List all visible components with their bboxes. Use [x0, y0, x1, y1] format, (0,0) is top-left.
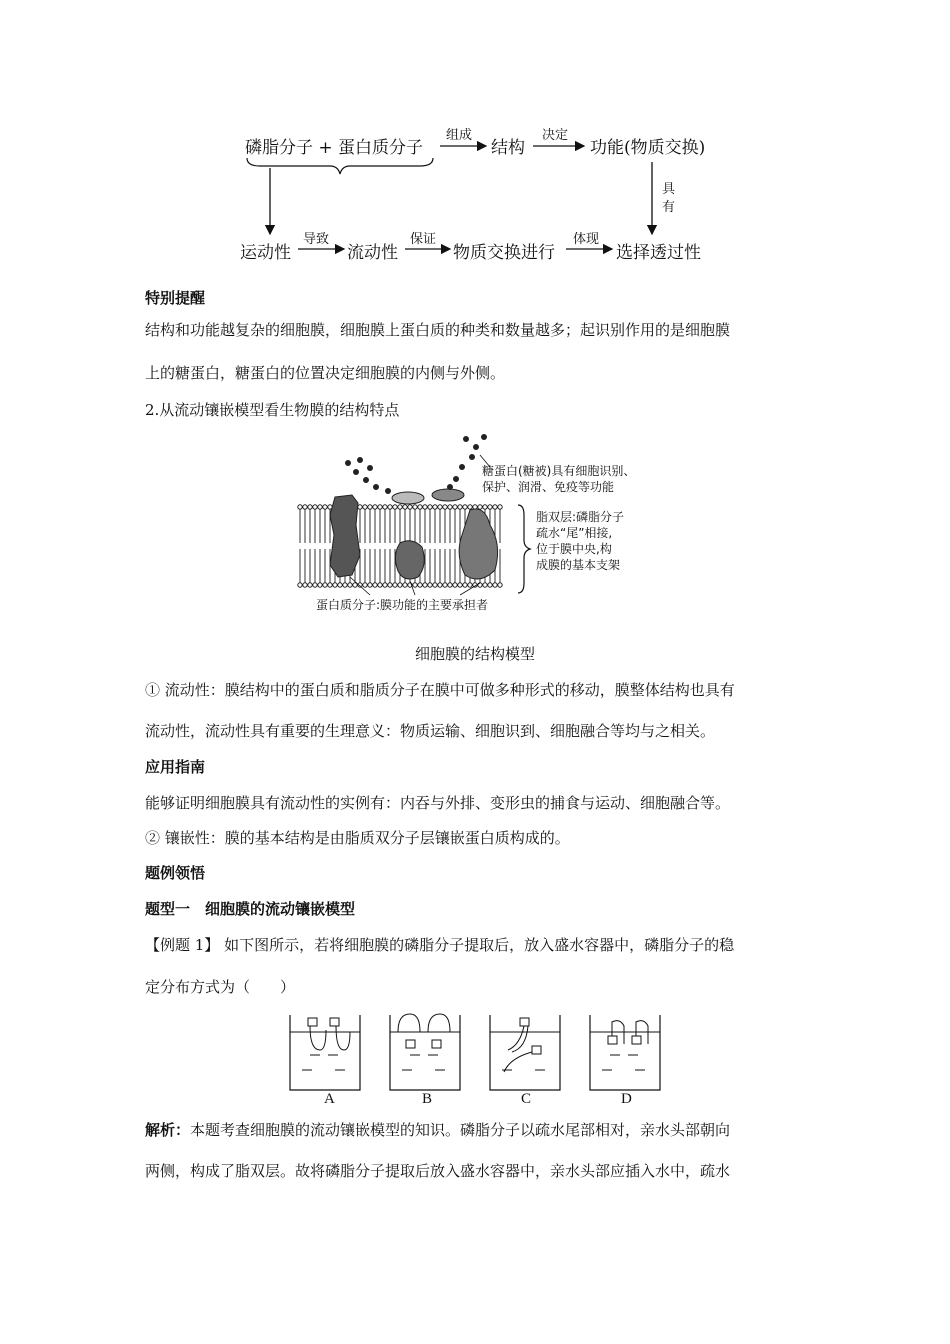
- phospholipid-head-bottom: [378, 583, 382, 587]
- special-tip-heading: 特别提醒: [145, 289, 206, 307]
- phospholipid-head-top: [383, 505, 387, 509]
- container-a: [290, 1015, 360, 1090]
- phospholipid-head-top: [493, 505, 497, 509]
- analysis-text1: 本题考查细胞膜的流动镶嵌模型的知识。磷脂分子以疏水尾部相对，亲水头部朝向: [190, 1121, 731, 1139]
- phospholipid-head-top: [443, 505, 447, 509]
- glyco-label-line1: 糖蛋白(糖被)具有细胞识别、: [482, 464, 636, 478]
- phospholipid-head-top: [408, 505, 412, 509]
- phospholipid-head-bottom: [353, 583, 357, 587]
- bilayer-label-line4: 成膜的基本支架: [536, 558, 621, 572]
- phospholipid-head-top: [298, 505, 302, 509]
- phospholipid-head-top: [433, 505, 437, 509]
- phospholipid-head-bottom: [443, 583, 447, 587]
- phospholipid-head-top: [483, 505, 487, 509]
- phospholipid-head-bottom: [323, 583, 327, 587]
- phospholipid-head-top: [303, 505, 307, 509]
- phospholipid-head-bottom: [398, 583, 402, 587]
- phospholipid-head-bottom: [413, 583, 417, 587]
- flow-determine-label: 决定: [542, 128, 569, 143]
- phospholipid-head-bottom: [433, 583, 437, 587]
- phospholipid-head-top: [403, 505, 407, 509]
- phospholipid-head-top: [438, 505, 442, 509]
- phospholipid-head-top: [393, 505, 397, 509]
- phospholipid-head-bottom: [498, 583, 502, 587]
- phospholipid-head-top: [373, 505, 377, 509]
- flow-embody-label: 体现: [573, 232, 600, 247]
- phospholipid-head-bottom: [448, 583, 452, 587]
- phospholipid-head-top: [478, 505, 482, 509]
- flow-motility: 运动性: [240, 243, 291, 263]
- analysis-line2: 两侧，构成了脂双层。故将磷脂分子提取后放入盛水容器中，亲水头部应插入水中，疏水: [145, 1162, 731, 1180]
- flow-compose-label: 组成: [446, 128, 473, 143]
- phospholipid-head-bottom: [303, 583, 307, 587]
- phospholipid-head-bottom: [393, 583, 397, 587]
- phospholipid-head-bottom: [403, 583, 407, 587]
- option-a-label: A: [324, 1091, 335, 1107]
- container-b: [390, 1014, 460, 1090]
- example1-line1: 【例题 1】 如下图所示，若将细胞膜的磷脂分子提取后，放入盛水容器中，磷脂分子的稳: [145, 936, 735, 954]
- analysis-label: 解析：: [145, 1121, 191, 1139]
- flow-structure: 结构: [491, 138, 525, 158]
- phospholipid-head-top: [388, 505, 392, 509]
- phospholipid-head-top: [368, 505, 372, 509]
- phospholipid-head-bottom: [348, 583, 352, 587]
- flow-exchange: 物质交换进行: [453, 243, 555, 263]
- phospholipid-head-top: [428, 505, 432, 509]
- phospholipid-head-top: [378, 505, 382, 509]
- brace-under-start: [247, 158, 433, 174]
- phospholipid-head-bottom: [418, 583, 422, 587]
- fluidity-line1: ① 流动性：膜结构中的蛋白质和脂质分子在膜中可做多种形式的移动，膜整体结构也具有: [145, 681, 735, 699]
- phospholipid-head-top: [323, 505, 327, 509]
- flow-start: 磷脂分子 + 蛋白质分子: [245, 138, 424, 158]
- phospholipid-head-top: [363, 505, 367, 509]
- example1-line2: 定分布方式为（ ）: [145, 978, 296, 996]
- phospholipid-head-bottom: [388, 583, 392, 587]
- bilayer-brace: [518, 505, 530, 593]
- phospholipid-head-bottom: [343, 583, 347, 587]
- phospholipid-head-top: [448, 505, 452, 509]
- protein-left: [330, 495, 360, 577]
- phospholipid-head-bottom: [438, 583, 442, 587]
- phospholipid-head-bottom: [313, 583, 317, 587]
- phospholipid-head-bottom: [458, 583, 462, 587]
- phospholipid-head-top: [313, 505, 317, 509]
- bilayer-label-line2: 疏水“尾”相接,: [536, 526, 613, 540]
- phospholipid-head-bottom: [373, 583, 377, 587]
- phospholipid-head-bottom: [483, 583, 487, 587]
- type1-heading: 题型一 细胞膜的流动镶嵌模型: [145, 900, 356, 918]
- phospholipid-head-top: [308, 505, 312, 509]
- phospholipid-head-bottom: [428, 583, 432, 587]
- flow-has-label-2: 有: [662, 200, 676, 215]
- phospholipid-head-bottom: [318, 583, 322, 587]
- phospholipid-head-bottom: [308, 583, 312, 587]
- membrane-caption: 细胞膜的结构模型: [414, 645, 535, 663]
- phospholipid-head-top: [358, 505, 362, 509]
- phospholipid-head-bottom: [298, 583, 302, 587]
- flow-ensure-label: 保证: [410, 232, 437, 247]
- phospholipid-head-top: [458, 505, 462, 509]
- option-d-label: D: [621, 1091, 632, 1107]
- protein-label: 蛋白质分子:膜功能的主要承担者: [316, 598, 489, 612]
- phospholipid-head-bottom: [363, 583, 367, 587]
- options-figure: [285, 1010, 665, 1100]
- phospholipid-head-top: [423, 505, 427, 509]
- mosaic-line: ② 镶嵌性：膜的基本结构是由脂质双分子层镶嵌蛋白质构成的。: [145, 829, 570, 847]
- bilayer-label-line3: 位于膜中央,构: [536, 542, 612, 556]
- special-tip-line1: 结构和功能越复杂的细胞膜，细胞膜上蛋白质的种类和数量越多；起识别作用的是细胞膜: [145, 321, 731, 339]
- guide-line1: 能够证明细胞膜具有流动性的实例有：内吞与外排、变形虫的捕食与运动、细胞融合等。: [145, 794, 731, 812]
- phospholipid-head-top: [453, 505, 457, 509]
- phospholipid-head-top: [318, 505, 322, 509]
- glycoprotein-left: [392, 492, 424, 504]
- phospholipid-head-top: [413, 505, 417, 509]
- fluidity-line2: 流动性，流动性具有重要的生理意义：物质运输、细胞识到、细胞融合等均与之相关。: [145, 722, 716, 740]
- phospholipid-head-bottom: [368, 583, 372, 587]
- container-c: [490, 1015, 560, 1090]
- phospholipid-head-bottom: [493, 583, 497, 587]
- phospholipid-head-top: [488, 505, 492, 509]
- glycoprotein-right: [432, 489, 464, 501]
- examples-heading: 题例领悟: [145, 864, 206, 882]
- flow-has-label-1: 具: [662, 182, 676, 197]
- phospholipid-head-bottom: [383, 583, 387, 587]
- flow-selectivity: 选择透过性: [616, 243, 701, 263]
- phospholipid-head-bottom: [468, 583, 472, 587]
- flow-lead-label: 导致: [303, 232, 330, 247]
- phospholipid-head-bottom: [423, 583, 427, 587]
- bilayer-label-line1: 脂双层:磷脂分子: [536, 510, 625, 524]
- phospholipid-head-bottom: [453, 583, 457, 587]
- phospholipid-head-bottom: [463, 583, 467, 587]
- phospholipid-head-bottom: [488, 583, 492, 587]
- special-tip-line2: 上的糖蛋白，糖蛋白的位置决定细胞膜的内侧与外侧。: [145, 364, 506, 382]
- flow-fluidity: 流动性: [347, 243, 398, 263]
- glyco-label-line2: 保护、润滑、免疫等功能: [482, 480, 615, 494]
- guide-heading: 应用指南: [145, 758, 206, 776]
- phospholipid-head-bottom: [328, 583, 332, 587]
- phospholipid-head-bottom: [333, 583, 337, 587]
- option-c-label: C: [521, 1091, 532, 1107]
- container-d: [590, 1015, 660, 1090]
- phospholipid-head-bottom: [338, 583, 342, 587]
- protein-middle: [395, 541, 424, 579]
- phospholipid-head-top: [498, 505, 502, 509]
- analysis-line1: [145, 1120, 810, 1140]
- section2-title: 2.从流动镶嵌模型看生物膜的结构特点: [145, 401, 400, 419]
- phospholipid-head-top: [398, 505, 402, 509]
- phospholipid-head-top: [468, 505, 472, 509]
- flow-function: 功能(物质交换): [590, 138, 706, 158]
- sugar-chains: [345, 434, 487, 494]
- phospholipid-head-top: [418, 505, 422, 509]
- option-b-label: B: [422, 1091, 433, 1107]
- phospholipid-head-top: [463, 505, 467, 509]
